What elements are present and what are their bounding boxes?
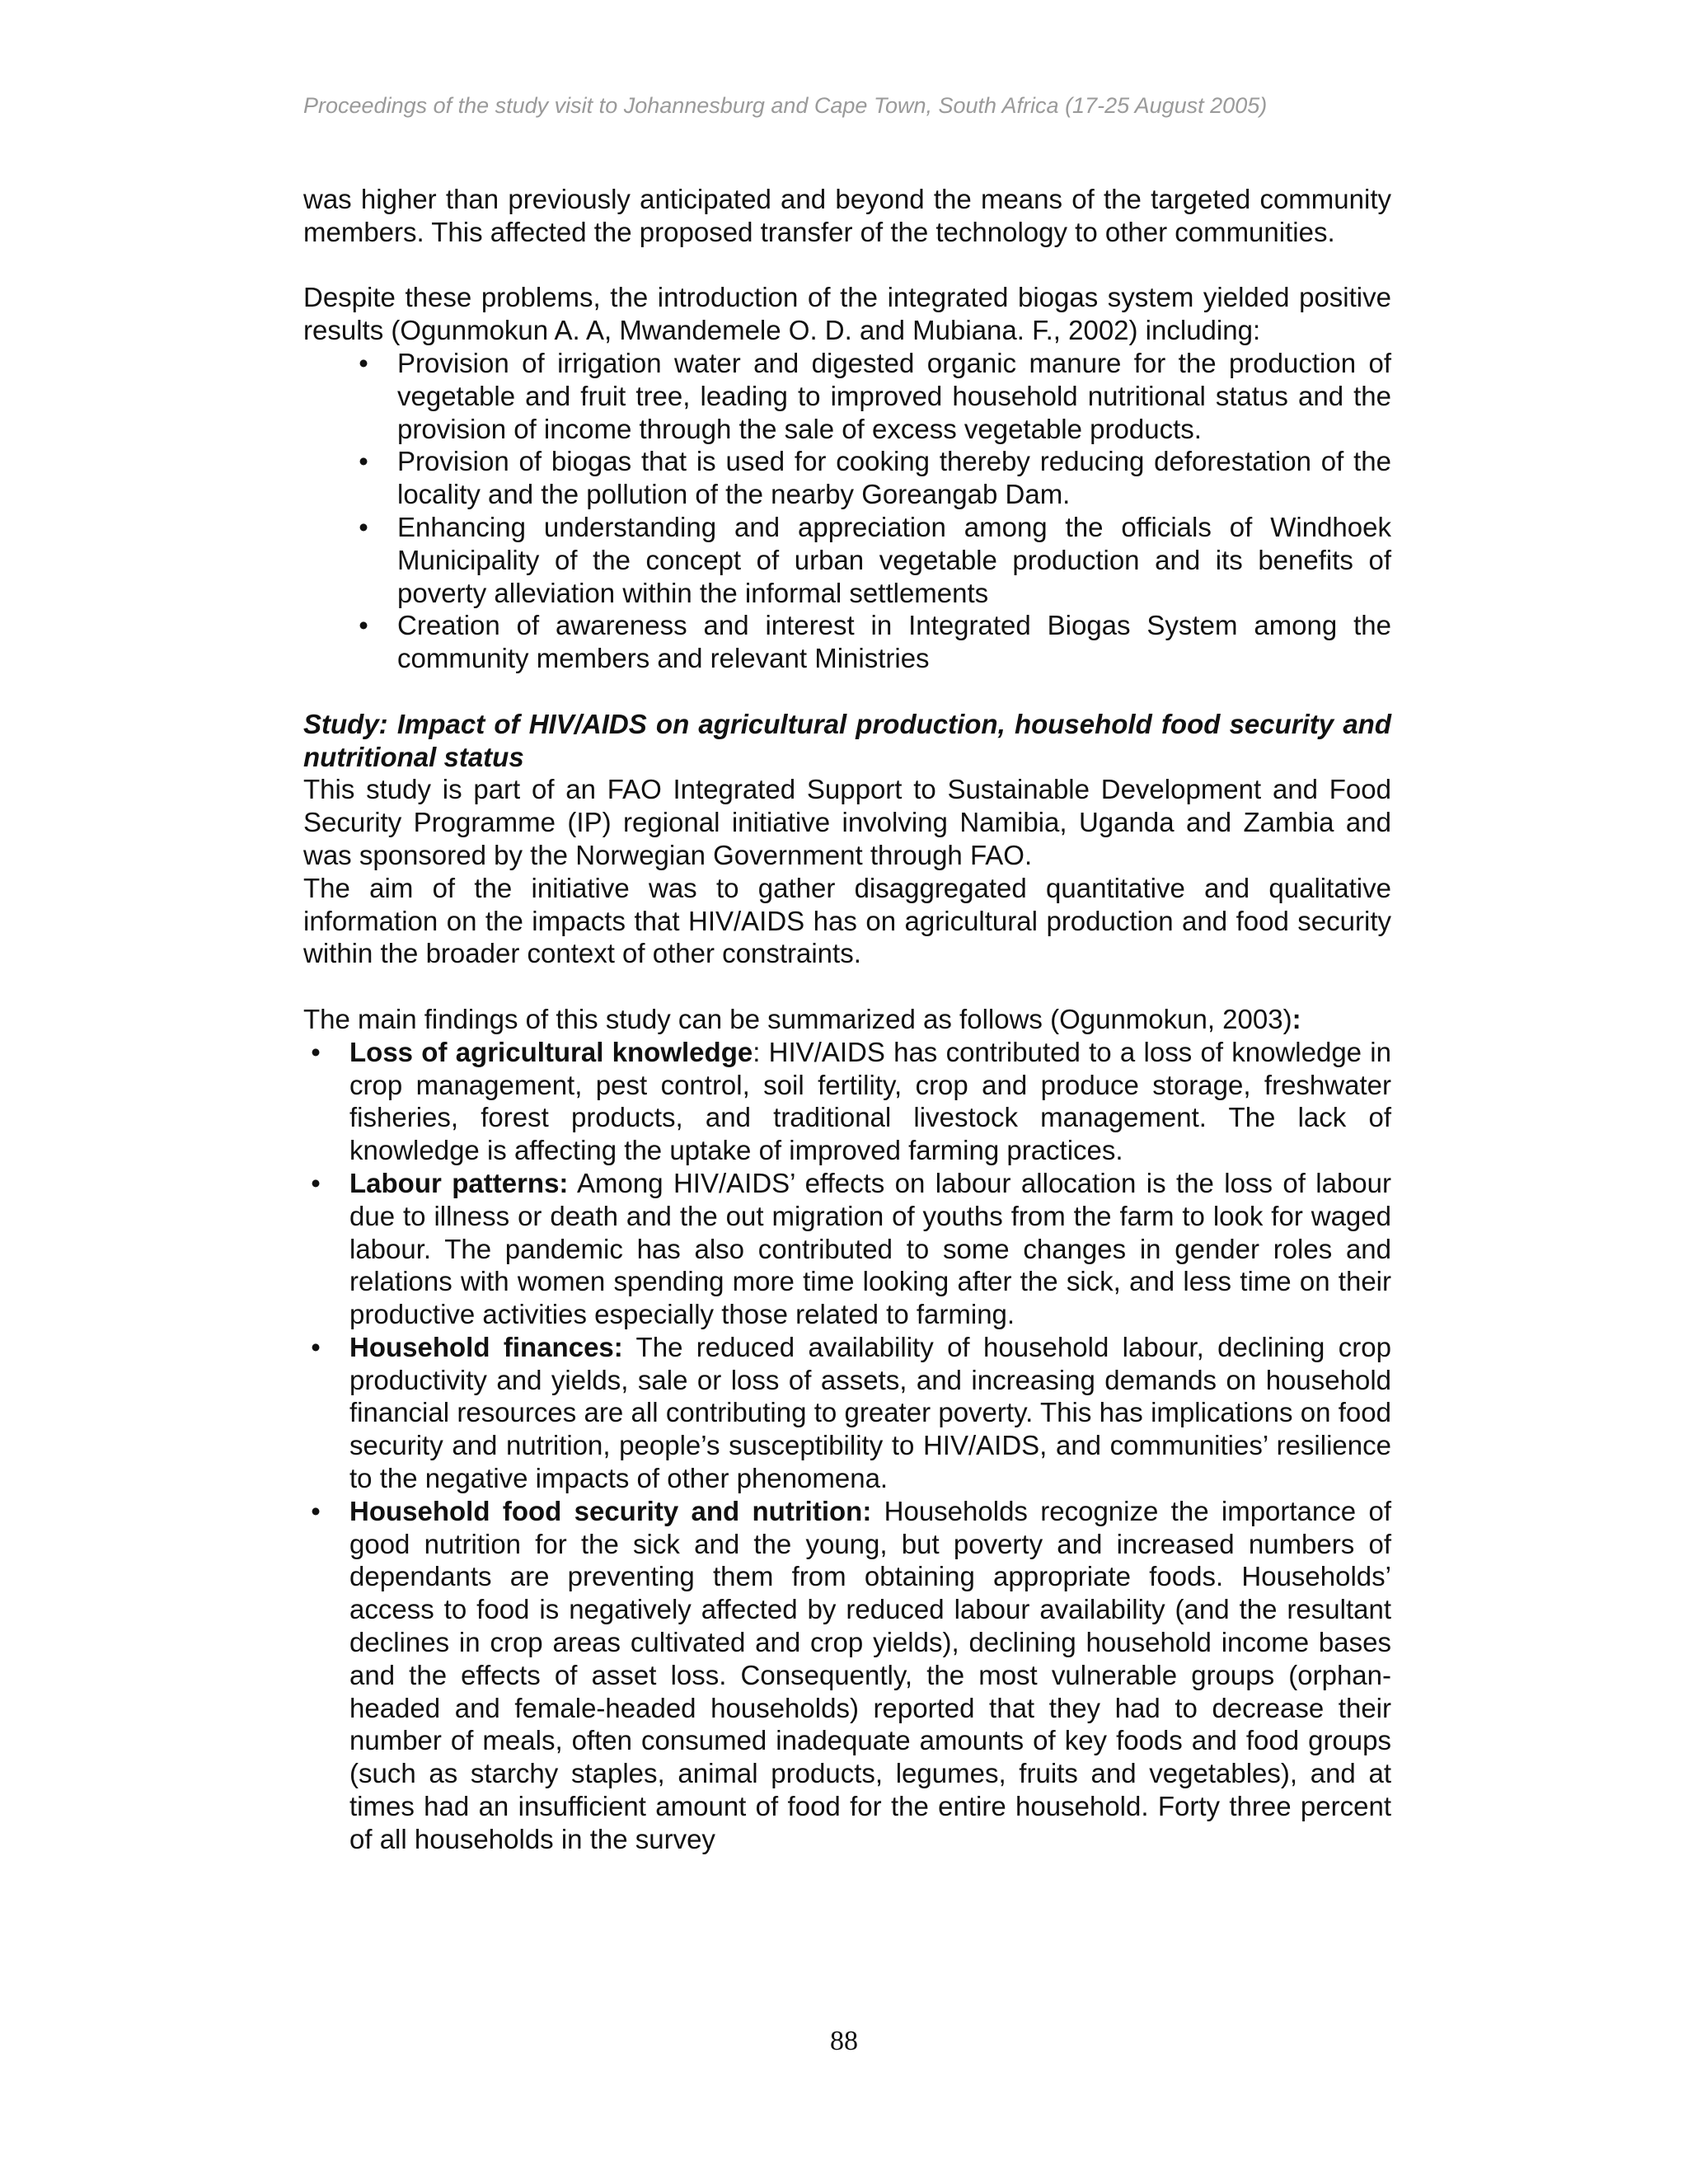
bullet-icon: • bbox=[359, 511, 368, 542]
finding-text: Households recognize the importance of good nutrition for the sick and the young, but poverty and increased numbers of dependants are preventing them from obtaining appropriate foods. Households’ access to food is negatively affected by reduced labour availability (and the resultant declines in crop areas cultivated and crop yields), declining household income bases and the effects of asset loss. Consequently, the most vulnerable groups (orphan-headed and female-headed households) reported that they had to decrease their number of meals, often consumed inadequate amounts of key foods and food groups (such as starchy staples, animal products, legumes, fruits and vegetables), and at times had an insufficient amount of food for the entire household. Forty three percent of all households in the survey bbox=[349, 1495, 1391, 1854]
bullet-icon: • bbox=[311, 1331, 321, 1362]
list-item bbox=[311, 1331, 1391, 1495]
results-list bbox=[303, 347, 1391, 675]
list-item-text: Enhancing understanding and appreciation among the officials of Windhoek Municipality of the concept of urban vegetable production and its benefits of poverty alleviation within the informal settlements bbox=[397, 511, 1391, 608]
running-header: Proceedings of the study visit to Johannesburg and Cape Town, South Africa (17-25 August 2005) bbox=[303, 93, 1268, 118]
bullet-icon: • bbox=[311, 1167, 321, 1198]
list-item-text: Creation of awareness and interest in Integrated Biogas System among the community members and relevant Ministries bbox=[397, 610, 1391, 674]
bullet-icon: • bbox=[311, 1036, 321, 1067]
study-paragraph-2: The aim of the initiative was to gather disaggregated quantitative and qualitative information on the impacts that HIV/AIDS has on agricultural production and food security within the broader context of other constraints. bbox=[303, 872, 1391, 969]
finding-term: Household finances: bbox=[349, 1331, 623, 1362]
finding-term: Household food security and nutrition: bbox=[349, 1495, 872, 1526]
findings-intro-colon: : bbox=[1292, 1003, 1301, 1034]
list-item bbox=[311, 1036, 1391, 1167]
list-item bbox=[311, 1167, 1391, 1331]
bullet-icon: • bbox=[311, 1495, 321, 1526]
intro-paragraph: was higher than previously anticipated and beyond the means of the targeted community members. This affected the proposed transfer of the technology to other communities. bbox=[303, 184, 1391, 247]
section-heading: Study: Impact of HIV/AIDS on agricultural production, household food security and nutritional status bbox=[303, 708, 1391, 772]
finding-term: Loss of agricultural knowledge bbox=[349, 1036, 753, 1067]
list-item-text: Provision of biogas that is used for cooking thereby reducing deforestation of the locality and the pollution of the nearby Goreangab Dam. bbox=[397, 446, 1391, 510]
list-item bbox=[359, 347, 1391, 445]
finding-text: : HIV/AIDS has contributed to a loss of knowledge in crop management, pest control, soil fertility, crop and produce storage, freshwater fisheries, forest products, and traditional livestock management. The lack of knowledge is affecting the uptake of improved farming practices. bbox=[349, 1036, 1391, 1166]
paragraph-gap bbox=[303, 970, 1391, 1003]
paragraph-gap bbox=[303, 675, 1391, 708]
page-number: 88 bbox=[830, 2026, 858, 2056]
finding-text: Among HIV/AIDS’ effects on labour allocation is the loss of labour due to illness or death and the out migration of youths from the farm to look for waged labour. The pandemic has also contributed to some changes in gender roles and relations with women spending more time looking after the sick, and less time on their productive activities especially those related to farming. bbox=[349, 1167, 1391, 1330]
list-item bbox=[359, 609, 1391, 675]
list-item bbox=[311, 1495, 1391, 1856]
findings-intro bbox=[303, 1003, 1391, 1036]
paragraph-gap bbox=[303, 249, 1391, 282]
bullet-icon: • bbox=[359, 446, 368, 477]
list-item bbox=[359, 511, 1391, 609]
findings-list bbox=[303, 1036, 1391, 1856]
page-content bbox=[303, 183, 1391, 1856]
list-item-text: Provision of irrigation water and digested organic manure for the production of vegetable and fruit tree, leading to improved household nutritional status and the provision of income through the sale of excess vegetable products. bbox=[397, 347, 1391, 444]
bullet-icon: • bbox=[359, 610, 368, 641]
finding-term: Labour patterns: bbox=[349, 1167, 569, 1198]
study-paragraph-1: This study is part of an FAO Integrated Support to Sustainable Development and Food Security Programme (IP) regional initiative involving Namibia, Uganda and Zambia and was sponsored by the Norwegian Government through FAO. bbox=[303, 774, 1391, 870]
finding-text: The reduced availability of household labour, declining crop productivity and yields, sale or loss of assets, and increasing demands on household financial resources are all contributing to greater poverty. This has implications on food security and nutrition, people’s susceptibility to HIV/AIDS, and communities’ resilience to the negative impacts of other phenomena. bbox=[349, 1331, 1391, 1494]
bullet-icon: • bbox=[359, 347, 368, 378]
findings-intro-text: The main findings of this study can be summarized as follows (Ogunmokun, 2003) bbox=[303, 1003, 1292, 1034]
results-paragraph: Despite these problems, the introduction of the integrated biogas system yielded positive results (Ogunmokun A. A, Mwandemele O. D. and Mubiana. F., 2002) including: bbox=[303, 282, 1391, 346]
list-item bbox=[359, 445, 1391, 511]
